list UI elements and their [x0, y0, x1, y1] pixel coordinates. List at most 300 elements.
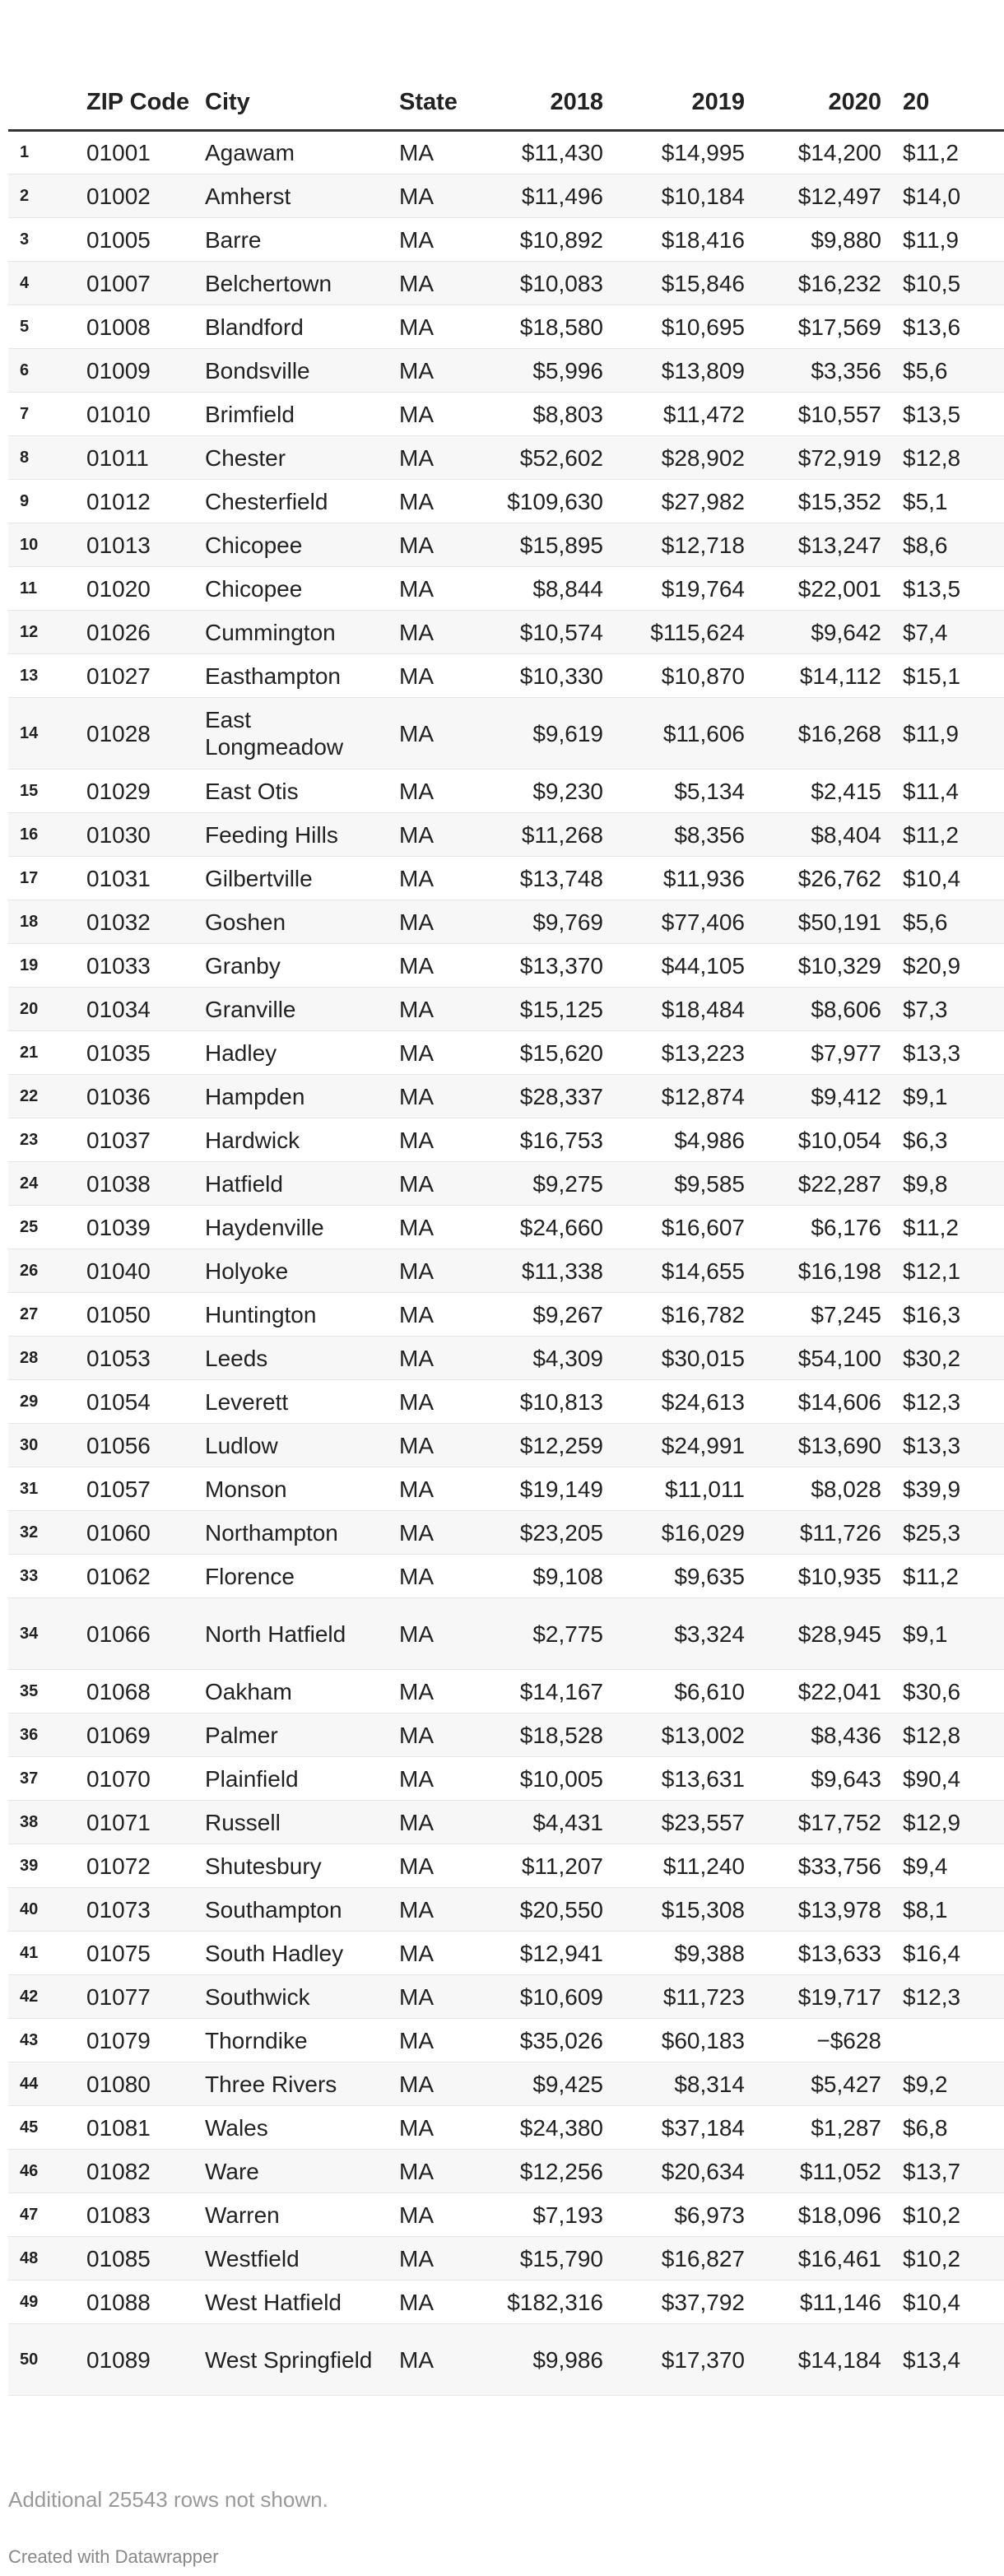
cell-2019: $8,356 [625, 813, 766, 857]
cell-city: Granby [205, 944, 399, 988]
cell-city: Granville [205, 988, 399, 1031]
cell-rank: 28 [8, 1337, 86, 1380]
cell-rank: 3 [8, 218, 86, 262]
table-row [8, 1424, 1004, 1467]
cell-2021: $16,3 [903, 1293, 1004, 1337]
cell-rank: 22 [8, 1075, 86, 1118]
cell-2021: $12,3 [903, 1380, 1004, 1424]
cell-city: Plainfield [205, 1757, 399, 1801]
table-body [8, 131, 1004, 2396]
table-row [8, 1801, 1004, 1844]
cell-state: MA [399, 1031, 465, 1075]
cell-2021: $11,9 [903, 218, 1004, 262]
cell-2019: $27,982 [625, 480, 766, 523]
cell-state: MA [399, 349, 465, 393]
cell-2018: $10,330 [465, 654, 625, 698]
table-row [8, 262, 1004, 305]
table-row [8, 1031, 1004, 1075]
cell-2020: $17,752 [766, 1801, 903, 1844]
cell-zip-code: 01080 [86, 2062, 205, 2106]
cell-2019: $30,015 [625, 1337, 766, 1380]
table-row [8, 857, 1004, 900]
cell-rank: 2 [8, 174, 86, 218]
cell-city: Cummington [205, 611, 399, 654]
cell-city: Ware [205, 2150, 399, 2193]
cell-rank: 39 [8, 1844, 86, 1888]
cell-2018: $10,813 [465, 1380, 625, 1424]
cell-zip-code: 01012 [86, 480, 205, 523]
table-row [8, 611, 1004, 654]
cell-2021: $13,3 [903, 1424, 1004, 1467]
column-header-state[interactable]: State [399, 88, 465, 131]
cell-state: MA [399, 436, 465, 480]
cell-city: Chicopee [205, 523, 399, 567]
cell-2021: $12,9 [903, 1801, 1004, 1844]
cell-zip-code: 01062 [86, 1555, 205, 1598]
cell-zip-code: 01077 [86, 1975, 205, 2019]
cell-2018: $5,996 [465, 349, 625, 393]
cell-zip-code: 01013 [86, 523, 205, 567]
cell-city: Hadley [205, 1031, 399, 1075]
cell-2018: $13,370 [465, 944, 625, 988]
cell-city: Chicopee [205, 567, 399, 611]
cell-2019: $9,635 [625, 1555, 766, 1598]
cell-zip-code: 01039 [86, 1206, 205, 1249]
cell-rank: 31 [8, 1467, 86, 1511]
table-row [8, 944, 1004, 988]
cell-2019: $13,002 [625, 1713, 766, 1757]
cell-city: South Hadley [205, 1932, 399, 1975]
cell-zip-code: 01083 [86, 2193, 205, 2237]
cell-state: MA [399, 1337, 465, 1380]
cell-city: Southampton [205, 1888, 399, 1932]
cell-city: Warren [205, 2193, 399, 2237]
cell-rank: 24 [8, 1162, 86, 1206]
cell-2020: $14,606 [766, 1380, 903, 1424]
table-row [8, 218, 1004, 262]
cell-zip-code: 01089 [86, 2324, 205, 2396]
cell-state: MA [399, 174, 465, 218]
cell-state: MA [399, 2062, 465, 2106]
table-row [8, 523, 1004, 567]
cell-2020: $22,287 [766, 1162, 903, 1206]
cell-rank: 14 [8, 698, 86, 770]
cell-zip-code: 01037 [86, 1118, 205, 1162]
cell-2018: $16,753 [465, 1118, 625, 1162]
cell-city: Haydenville [205, 1206, 399, 1249]
cell-rank: 48 [8, 2237, 86, 2281]
table-row [8, 1713, 1004, 1757]
cell-rank: 25 [8, 1206, 86, 1249]
cell-2019: $18,416 [625, 218, 766, 262]
cell-state: MA [399, 1075, 465, 1118]
cell-2020: $9,642 [766, 611, 903, 654]
cell-2019: $19,764 [625, 567, 766, 611]
table-row [8, 393, 1004, 436]
cell-rank: 34 [8, 1598, 86, 1670]
table-row [8, 1555, 1004, 1598]
cell-rank: 19 [8, 944, 86, 988]
cell-2019: $23,557 [625, 1801, 766, 1844]
cell-2020: $2,415 [766, 770, 903, 813]
cell-city: Shutesbury [205, 1844, 399, 1888]
cell-zip-code: 01040 [86, 1249, 205, 1293]
cell-rank: 21 [8, 1031, 86, 1075]
cell-2021: $13,4 [903, 2324, 1004, 2396]
cell-2019: $11,240 [625, 1844, 766, 1888]
cell-2018: $20,550 [465, 1888, 625, 1932]
cell-2021: $9,4 [903, 1844, 1004, 1888]
column-header-2021[interactable]: 20 [903, 88, 1004, 131]
cell-rank: 46 [8, 2150, 86, 2193]
cell-2021: $9,8 [903, 1162, 1004, 1206]
cell-2019: $60,183 [625, 2019, 766, 2062]
cell-state: MA [399, 218, 465, 262]
cell-2020: $50,191 [766, 900, 903, 944]
table-row [8, 567, 1004, 611]
cell-zip-code: 01010 [86, 393, 205, 436]
cell-2018: $4,309 [465, 1337, 625, 1380]
cell-2020: $72,919 [766, 436, 903, 480]
rows-not-shown-note: Additional 25543 rows not shown. [8, 2487, 328, 2512]
cell-2020: $13,978 [766, 1888, 903, 1932]
cell-2021: $10,2 [903, 2193, 1004, 2237]
cell-2019: $13,631 [625, 1757, 766, 1801]
cell-2019: $5,134 [625, 770, 766, 813]
cell-zip-code: 01075 [86, 1932, 205, 1975]
cell-2018: $14,167 [465, 1670, 625, 1713]
cell-2019: $16,029 [625, 1511, 766, 1555]
cell-state: MA [399, 2281, 465, 2324]
cell-2018: $9,275 [465, 1162, 625, 1206]
cell-zip-code: 01071 [86, 1801, 205, 1844]
cell-state: MA [399, 1757, 465, 1801]
cell-2018: $8,844 [465, 567, 625, 611]
cell-rank: 32 [8, 1511, 86, 1555]
cell-2021: $13,3 [903, 1031, 1004, 1075]
table-row [8, 1118, 1004, 1162]
cell-2019: $37,792 [625, 2281, 766, 2324]
cell-rank: 42 [8, 1975, 86, 2019]
cell-city: Goshen [205, 900, 399, 944]
cell-2021: $11,4 [903, 770, 1004, 813]
cell-zip-code: 01088 [86, 2281, 205, 2324]
table-row [8, 2062, 1004, 2106]
cell-2019: $77,406 [625, 900, 766, 944]
table-row [8, 1293, 1004, 1337]
table-row [8, 2193, 1004, 2237]
cell-2019: $6,973 [625, 2193, 766, 2237]
cell-2020: $8,404 [766, 813, 903, 857]
cell-2021: $6,3 [903, 1118, 1004, 1162]
cell-rank: 17 [8, 857, 86, 900]
cell-2020: $14,184 [766, 2324, 903, 2396]
cell-2020: $16,268 [766, 698, 903, 770]
cell-zip-code: 01034 [86, 988, 205, 1031]
table-row [8, 1206, 1004, 1249]
table-row [8, 900, 1004, 944]
column-header-2018[interactable]: 2018 [465, 88, 625, 131]
cell-state: MA [399, 2237, 465, 2281]
cell-2021: $5,6 [903, 349, 1004, 393]
cell-2018: $10,574 [465, 611, 625, 654]
cell-2020: $19,717 [766, 1975, 903, 2019]
cell-rank: 33 [8, 1555, 86, 1598]
cell-2021: $12,1 [903, 1249, 1004, 1293]
cell-2020: $10,329 [766, 944, 903, 988]
cell-2020: $54,100 [766, 1337, 903, 1380]
cell-2018: $10,005 [465, 1757, 625, 1801]
cell-2020: $3,356 [766, 349, 903, 393]
cell-state: MA [399, 1118, 465, 1162]
table-row [8, 1467, 1004, 1511]
cell-city: Belchertown [205, 262, 399, 305]
cell-city: East Longmeadow [205, 698, 399, 770]
cell-2020: $6,176 [766, 1206, 903, 1249]
cell-2020: $11,052 [766, 2150, 903, 2193]
cell-2019: $18,484 [625, 988, 766, 1031]
cell-state: MA [399, 1206, 465, 1249]
cell-2018: $182,316 [465, 2281, 625, 2324]
cell-2021: $39,9 [903, 1467, 1004, 1511]
cell-state: MA [399, 1670, 465, 1713]
cell-2021: $20,9 [903, 944, 1004, 988]
cell-2021: $10,4 [903, 857, 1004, 900]
cell-zip-code: 01066 [86, 1598, 205, 1670]
cell-city: Leverett [205, 1380, 399, 1424]
cell-zip-code: 01068 [86, 1670, 205, 1713]
cell-2019: $24,613 [625, 1380, 766, 1424]
cell-state: MA [399, 305, 465, 349]
table-row [8, 654, 1004, 698]
cell-2020: $9,412 [766, 1075, 903, 1118]
cell-city: West Springfield [205, 2324, 399, 2396]
cell-city: Northampton [205, 1511, 399, 1555]
cell-rank: 4 [8, 262, 86, 305]
datawrapper-credit: Created with Datawrapper [8, 2546, 219, 2567]
cell-2021: $7,3 [903, 988, 1004, 1031]
cell-2018: $52,602 [465, 436, 625, 480]
cell-state: MA [399, 611, 465, 654]
cell-2018: $15,895 [465, 523, 625, 567]
cell-2020: $8,606 [766, 988, 903, 1031]
cell-2021: $11,2 [903, 1555, 1004, 1598]
table-row [8, 1888, 1004, 1932]
cell-2020: $14,200 [766, 131, 903, 174]
cell-2018: $10,892 [465, 218, 625, 262]
cell-2018: $9,108 [465, 1555, 625, 1598]
cell-2021: $13,5 [903, 393, 1004, 436]
cell-state: MA [399, 2324, 465, 2396]
cell-rank: 36 [8, 1713, 86, 1757]
cell-2021: $8,1 [903, 1888, 1004, 1932]
cell-2019: $12,874 [625, 1075, 766, 1118]
cell-zip-code: 01053 [86, 1337, 205, 1380]
cell-rank: 9 [8, 480, 86, 523]
cell-zip-code: 01002 [86, 174, 205, 218]
cell-state: MA [399, 944, 465, 988]
cell-2021: $25,3 [903, 1511, 1004, 1555]
cell-2018: $12,941 [465, 1932, 625, 1975]
cell-zip-code: 01072 [86, 1844, 205, 1888]
table-row [8, 1162, 1004, 1206]
cell-city: Russell [205, 1801, 399, 1844]
cell-state: MA [399, 1598, 465, 1670]
cell-2020: $9,880 [766, 218, 903, 262]
cell-zip-code: 01035 [86, 1031, 205, 1075]
cell-2021: $5,6 [903, 900, 1004, 944]
cell-zip-code: 01009 [86, 349, 205, 393]
cell-state: MA [399, 857, 465, 900]
cell-2020: $7,245 [766, 1293, 903, 1337]
cell-2019: $11,606 [625, 698, 766, 770]
table-row [8, 2324, 1004, 2396]
cell-state: MA [399, 131, 465, 174]
cell-rank: 6 [8, 349, 86, 393]
cell-zip-code: 01050 [86, 1293, 205, 1337]
cell-2019: $37,184 [625, 2106, 766, 2150]
cell-2019: $4,986 [625, 1118, 766, 1162]
cell-2021: $13,6 [903, 305, 1004, 349]
cell-rank: 26 [8, 1249, 86, 1293]
cell-2020: $10,054 [766, 1118, 903, 1162]
cell-2019: $16,607 [625, 1206, 766, 1249]
table-row [8, 1075, 1004, 1118]
cell-2018: $2,775 [465, 1598, 625, 1670]
cell-rank: 23 [8, 1118, 86, 1162]
cell-2021: $90,4 [903, 1757, 1004, 1801]
cell-state: MA [399, 1511, 465, 1555]
cell-2019: $115,624 [625, 611, 766, 654]
cell-state: MA [399, 262, 465, 305]
header-row [8, 88, 1004, 131]
cell-2018: $12,259 [465, 1424, 625, 1467]
cell-2021: $10,5 [903, 262, 1004, 305]
cell-city: Westfield [205, 2237, 399, 2281]
cell-zip-code: 01032 [86, 900, 205, 944]
cell-city: West Hatfield [205, 2281, 399, 2324]
cell-state: MA [399, 654, 465, 698]
cell-state: MA [399, 1932, 465, 1975]
cell-state: MA [399, 770, 465, 813]
cell-2020: $18,096 [766, 2193, 903, 2237]
cell-2018: $9,230 [465, 770, 625, 813]
cell-2019: $24,991 [625, 1424, 766, 1467]
cell-rank: 18 [8, 900, 86, 944]
cell-2020: $11,726 [766, 1511, 903, 1555]
cell-2020: $15,352 [766, 480, 903, 523]
cell-2021: $11,2 [903, 131, 1004, 174]
cell-state: MA [399, 900, 465, 944]
cell-2020: $22,001 [766, 567, 903, 611]
cell-state: MA [399, 1888, 465, 1932]
cell-city: Bondsville [205, 349, 399, 393]
cell-2019: $13,809 [625, 349, 766, 393]
cell-state: MA [399, 523, 465, 567]
cell-city: Southwick [205, 1975, 399, 2019]
column-header-2020[interactable]: 2020 [766, 88, 903, 131]
table-row [8, 1757, 1004, 1801]
cell-2020: $9,643 [766, 1757, 903, 1801]
cell-2018: $9,769 [465, 900, 625, 944]
cell-2018: $24,380 [465, 2106, 625, 2150]
cell-2021: $16,4 [903, 1932, 1004, 1975]
data-table [8, 88, 1004, 2396]
cell-2020: $8,436 [766, 1713, 903, 1757]
cell-2018: $10,083 [465, 262, 625, 305]
cell-rank: 38 [8, 1801, 86, 1844]
cell-rank: 49 [8, 2281, 86, 2324]
column-header-rank [8, 88, 86, 131]
cell-rank: 41 [8, 1932, 86, 1975]
cell-zip-code: 01001 [86, 131, 205, 174]
table-row [8, 770, 1004, 813]
cell-2020: $28,945 [766, 1598, 903, 1670]
cell-2018: $12,256 [465, 2150, 625, 2193]
cell-city: Chester [205, 436, 399, 480]
cell-2018: $9,986 [465, 2324, 625, 2396]
cell-2021: $13,5 [903, 567, 1004, 611]
cell-2021: $11,9 [903, 698, 1004, 770]
cell-zip-code: 01060 [86, 1511, 205, 1555]
cell-rank: 40 [8, 1888, 86, 1932]
cell-city: Ludlow [205, 1424, 399, 1467]
cell-city: Amherst [205, 174, 399, 218]
cell-2019: $11,723 [625, 1975, 766, 2019]
cell-2021: $30,6 [903, 1670, 1004, 1713]
cell-2019: $15,308 [625, 1888, 766, 1932]
cell-2019: $11,472 [625, 393, 766, 436]
cell-2020: $12,497 [766, 174, 903, 218]
cell-zip-code: 01008 [86, 305, 205, 349]
cell-2021: $30,2 [903, 1337, 1004, 1380]
cell-rank: 11 [8, 567, 86, 611]
cell-2018: $18,528 [465, 1713, 625, 1757]
table-row [8, 1380, 1004, 1424]
cell-2019: $20,634 [625, 2150, 766, 2193]
column-header-zip-code[interactable]: ZIP Code [86, 88, 205, 131]
cell-2019: $10,184 [625, 174, 766, 218]
cell-2020: $11,146 [766, 2281, 903, 2324]
column-header-2019[interactable]: 2019 [625, 88, 766, 131]
cell-rank: 16 [8, 813, 86, 857]
cell-2020: $17,569 [766, 305, 903, 349]
cell-2018: $9,425 [465, 2062, 625, 2106]
cell-2018: $9,619 [465, 698, 625, 770]
cell-zip-code: 01079 [86, 2019, 205, 2062]
column-header-city[interactable]: City [205, 88, 399, 131]
cell-zip-code: 01029 [86, 770, 205, 813]
cell-2019: $9,388 [625, 1932, 766, 1975]
table-row [8, 1337, 1004, 1380]
table-row [8, 1975, 1004, 2019]
table-row [8, 2150, 1004, 2193]
cell-rank: 27 [8, 1293, 86, 1337]
table-row [8, 131, 1004, 174]
cell-2021: $8,6 [903, 523, 1004, 567]
cell-rank: 20 [8, 988, 86, 1031]
cell-zip-code: 01038 [86, 1162, 205, 1206]
cell-2018: $4,431 [465, 1801, 625, 1844]
cell-zip-code: 01082 [86, 2150, 205, 2193]
cell-2018: $24,660 [465, 1206, 625, 1249]
cell-rank: 1 [8, 131, 86, 174]
cell-state: MA [399, 393, 465, 436]
cell-zip-code: 01026 [86, 611, 205, 654]
cell-zip-code: 01020 [86, 567, 205, 611]
cell-2019: $12,718 [625, 523, 766, 567]
cell-city: Chesterfield [205, 480, 399, 523]
